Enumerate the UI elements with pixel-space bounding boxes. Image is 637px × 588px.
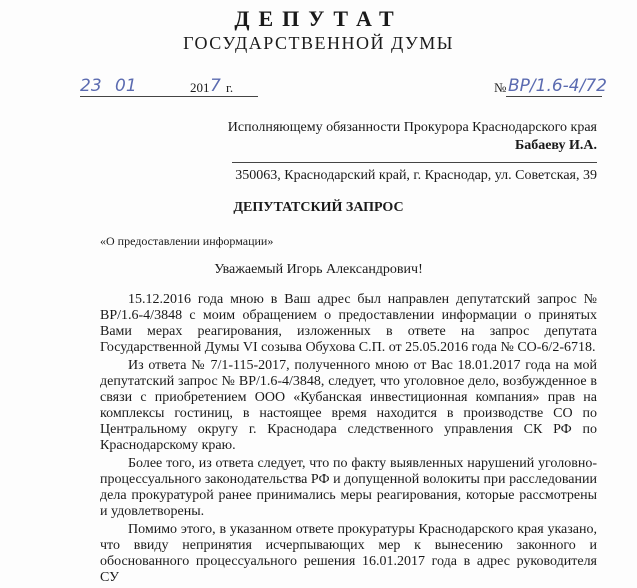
paragraph: Из ответа № 7/1-115-2017, полученного мною от Вас 18.01.2017 года на мой депутатский запрос № ВР/1.6-4/3848, следует, что уголовное дело, возбужденное в связи с приобретением ООО «Кубанская инвестиционная компания» прав на комплексы гостиниц, в настоящее время находится в производстве СО по Центральному округу г. Краснодара следственного управления СК РФ по Краснодарскому краю. [100,358,597,453]
date-year-suffix: г. [226,80,234,95]
outgoing-number: ВР/1.6-4/72 [508,76,607,96]
document-subject: «О предоставлении информации» [100,234,274,248]
letterhead-subtitle: ГОСУДАРСТВЕННОЙ ДУМЫ [183,33,454,53]
date-year-prefix: 201 [190,80,210,95]
number-underline [506,96,602,97]
number-label: № [494,80,507,95]
date-underline [80,96,258,97]
addressee-address: 350063, Краснодарский край, г. Краснодар, ул. Советская, 39 [235,168,597,183]
addressee-name: Бабаеву И.А. [514,138,597,153]
addressee-position: Исполняющему обязанности Прокурора Краснодарского края [227,120,597,135]
letterhead-title: ДЕПУТАТ [234,6,403,31]
paragraph: Помимо этого, в указанном ответе прокуратуры Краснодарского края указано, что ввиду непринятия исчерпывающих мер к вынесению законного и обоснованного процессуального решения 16.01.2017 года в адрес руководителя СУ [100,522,597,585]
letter-body [100,292,597,588]
address-divider [232,162,597,163]
date-number-row [80,76,610,100]
document-title: ДЕПУТАТСКИЙ ЗАПРОС [233,200,404,215]
greeting: Уважаемый Игорь Александрович! [214,262,423,277]
date-month: 01 [115,76,137,96]
date-day: 23 [80,76,102,96]
date-year-hand: 7 [210,76,221,96]
paragraph: Более того, из ответа следует, что по факту выявленных нарушений уголовно-процессуального законодательства РФ и допущенной волокиты при расследовании дела прокуратурой ранее принимались меры реагирования, которые рассмотрены и удовлетворены. [100,456,597,519]
paragraph: 15.12.2016 года мною в Ваш адрес был направлен депутатский запрос № ВР/1.6-4/3848 с моим обращением о предоставлении информации о принятых Вами мерах реагирования, изложенных в ответе на запрос депутата Государственной Думы VI созыва Обухова С.П. от 25.05.2016 года № СО-6/2-6718. [100,292,597,355]
